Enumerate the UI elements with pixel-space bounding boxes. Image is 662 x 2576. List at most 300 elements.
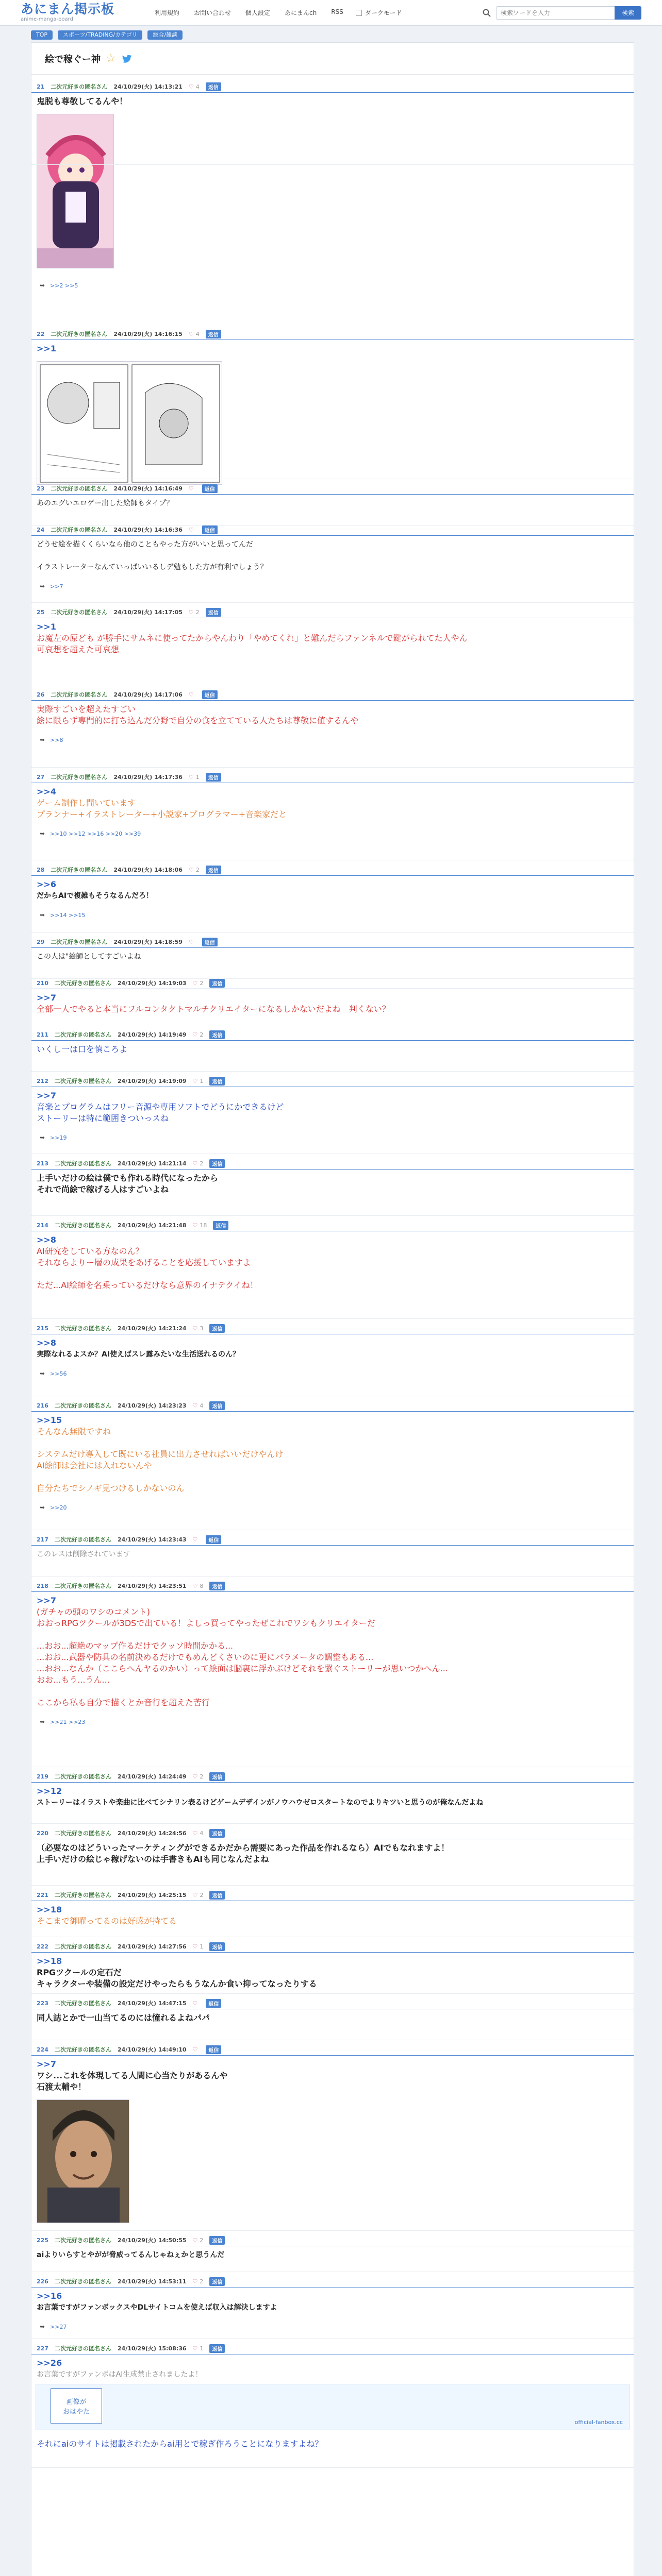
post-header bbox=[31, 1219, 634, 1231]
reply-badge[interactable]: 返信 bbox=[209, 1159, 225, 1168]
post-divider bbox=[31, 2230, 634, 2231]
poster-name: 二次元好きの匿名さん bbox=[51, 331, 108, 337]
poster-name: 二次元好きの匿名さん bbox=[54, 2237, 111, 2244]
nav-rss[interactable]: RSS bbox=[331, 8, 343, 15]
heart-icon[interactable]: ♡ bbox=[188, 330, 194, 337]
poster-name: 二次元好きの匿名さん bbox=[51, 609, 108, 616]
like-count: 4 bbox=[200, 1402, 204, 1409]
reply-arrow-icon: ➥ bbox=[40, 583, 45, 590]
post-number[interactable]: 213 bbox=[37, 1160, 48, 1167]
like-count: 4 bbox=[195, 83, 200, 90]
heart-icon[interactable]: ♡ bbox=[188, 773, 194, 781]
post-number[interactable]: 21 bbox=[37, 83, 45, 90]
dark-mode-checkbox[interactable] bbox=[356, 10, 362, 16]
post-number[interactable]: 218 bbox=[37, 1582, 48, 1589]
post-date: 24/10/29(火) 14:17:06 bbox=[113, 691, 183, 698]
post-header bbox=[31, 1941, 634, 1952]
post-header bbox=[31, 2343, 634, 2354]
post-text-line: システムだけ導入して既にいる社員に出力させればいいだけやんけ bbox=[37, 1449, 284, 1459]
reply-badge[interactable]: 返信 bbox=[209, 1077, 225, 1086]
post-replies bbox=[40, 1718, 85, 1725]
like-count: 2 bbox=[200, 979, 204, 987]
post-body bbox=[31, 1953, 634, 1990]
post-header bbox=[31, 328, 634, 340]
post-header bbox=[31, 864, 634, 875]
post-body bbox=[31, 2009, 634, 2024]
like-count: 2 bbox=[200, 2236, 204, 2244]
post-header bbox=[31, 1997, 634, 2009]
poster-name: 二次元好きの匿名さん bbox=[51, 83, 108, 90]
post-header bbox=[31, 81, 634, 92]
heart-icon[interactable]: ♡ bbox=[192, 2345, 198, 2352]
reply-anchor-link[interactable]: >>1 bbox=[37, 344, 56, 353]
post-number[interactable]: 221 bbox=[37, 1891, 48, 1899]
post-number[interactable]: 225 bbox=[37, 2236, 48, 2244]
post-header bbox=[31, 936, 634, 947]
nav-contact[interactable]: お問い合わせ bbox=[194, 9, 231, 16]
post-number[interactable]: 25 bbox=[37, 608, 45, 616]
reply-anchor-link[interactable]: >>7 bbox=[37, 1091, 56, 1100]
post-date: 24/10/29(火) 14:13:21 bbox=[113, 83, 183, 90]
reply-anchor-link[interactable]: >>18 bbox=[37, 1956, 62, 1966]
post-text-line: それで尚絵で稼げる人はすごいよね bbox=[37, 1184, 169, 1194]
breadcrumb bbox=[0, 26, 662, 41]
reply-anchor-link[interactable]: >>16 bbox=[37, 2291, 62, 2301]
post-number[interactable]: 216 bbox=[37, 1402, 48, 1409]
post-text-line: それにaiのサイトは掲載されたからai用とで稼ぎ作ろうことになりますよね？ bbox=[37, 2439, 323, 2449]
post-body bbox=[31, 1412, 634, 1494]
post-divider bbox=[31, 932, 634, 933]
post-text-line: どうせ絵を描くくらいなら他のこともやった方がいいと思ってんだ bbox=[37, 540, 253, 549]
reply-badge[interactable]: 返信 bbox=[206, 330, 221, 338]
advertisement-banner[interactable] bbox=[36, 2384, 630, 2430]
dark-mode-toggle[interactable] bbox=[356, 8, 402, 17]
post-body bbox=[31, 1231, 634, 1291]
post-replies bbox=[40, 830, 141, 837]
reply-anchor-link[interactable]: >>6 bbox=[37, 879, 56, 889]
post-text-line: 鬼脱も尊敬してるんや！ bbox=[37, 96, 128, 106]
reply-badge[interactable]: 返信 bbox=[209, 1891, 225, 1900]
post-number[interactable]: 27 bbox=[37, 773, 45, 781]
reply-links[interactable]: >>56 bbox=[50, 1370, 67, 1377]
reply-anchor-link[interactable]: >>8 bbox=[37, 1235, 56, 1245]
post-date: 24/10/29(火) 14:25:15 bbox=[117, 1892, 187, 1899]
post-header bbox=[31, 2276, 634, 2287]
reply-anchor-link[interactable]: >>4 bbox=[37, 787, 56, 796]
post bbox=[31, 2276, 634, 2343]
reply-anchor-link[interactable]: >>7 bbox=[37, 1596, 56, 1605]
post bbox=[31, 483, 634, 529]
search-input[interactable] bbox=[496, 6, 615, 20]
reply-badge[interactable]: 返信 bbox=[206, 608, 221, 617]
post bbox=[31, 1771, 634, 1827]
post bbox=[31, 2234, 634, 2276]
post-date: 24/10/29(火) 14:24:49 bbox=[117, 1773, 187, 1780]
post-number[interactable]: 226 bbox=[37, 2278, 48, 2285]
post-text-line: だからAIで複雑もそうなるんだろ！ bbox=[37, 892, 154, 900]
post-text-line: 同人誌とかで一山当てるのには憧れるよねパパ bbox=[37, 2013, 210, 2023]
reply-badge[interactable]: 返信 bbox=[202, 938, 218, 946]
post bbox=[31, 936, 634, 982]
reply-badge[interactable]: 返信 bbox=[209, 1942, 225, 1951]
post-text-line: 実際すごいを超えたすごい bbox=[37, 704, 136, 714]
heart-icon[interactable]: ♡ bbox=[192, 1582, 198, 1589]
post-text-line: AI研究をしている方なのん？ bbox=[37, 1246, 144, 1256]
post-date: 24/10/29(火) 14:53:11 bbox=[117, 2278, 187, 2285]
top-bar bbox=[0, 0, 662, 26]
reply-arrow-icon: ➥ bbox=[40, 1718, 45, 1725]
post-header bbox=[31, 1158, 634, 1169]
nav-terms[interactable]: 利用規約 bbox=[155, 9, 180, 16]
reply-links[interactable]: >>19 bbox=[50, 1134, 67, 1141]
reply-badge[interactable]: 返信 bbox=[209, 2236, 225, 2245]
post-body bbox=[31, 783, 634, 820]
post bbox=[31, 2044, 634, 2234]
reply-badge[interactable]: 返信 bbox=[209, 1772, 225, 1781]
reply-badge[interactable]: 返信 bbox=[209, 1401, 225, 1410]
post-replies bbox=[40, 911, 85, 919]
reply-links[interactable]: >>8 bbox=[50, 736, 63, 743]
post-body bbox=[31, 1170, 634, 1195]
post bbox=[31, 1158, 634, 1219]
heart-icon[interactable]: ♡ bbox=[192, 2278, 198, 2285]
heart-icon[interactable]: ♡ bbox=[192, 1999, 198, 2007]
post bbox=[31, 1997, 634, 2044]
nav-animanch[interactable]: あにまんch bbox=[285, 9, 317, 16]
post-number[interactable]: 220 bbox=[37, 1829, 48, 1837]
poster-name: 二次元好きの匿名さん bbox=[54, 980, 111, 987]
heart-icon[interactable]: ♡ bbox=[192, 1031, 198, 1038]
poster-name: 二次元好きの匿名さん bbox=[54, 1892, 111, 1899]
heart-icon[interactable]: ♡ bbox=[192, 2236, 198, 2244]
post-date: 24/10/29(火) 14:47:15 bbox=[117, 2000, 187, 2007]
reply-anchor-link[interactable]: >>12 bbox=[37, 1786, 62, 1796]
post-divider bbox=[31, 1215, 634, 1216]
reply-anchor-link[interactable]: >>15 bbox=[37, 1415, 62, 1425]
post-number[interactable]: 215 bbox=[37, 1325, 48, 1332]
heart-icon[interactable]: ♡ bbox=[192, 1325, 198, 1332]
anime-illustration-image[interactable] bbox=[37, 114, 114, 268]
post-date: 24/10/29(火) 14:16:36 bbox=[113, 527, 183, 533]
post bbox=[31, 689, 634, 771]
post-divider bbox=[31, 164, 634, 165]
post-number[interactable]: 223 bbox=[37, 1999, 48, 2007]
post-date: 24/10/29(火) 14:21:14 bbox=[117, 1160, 187, 1167]
heart-icon[interactable]: ♡ bbox=[192, 1077, 198, 1084]
post-body bbox=[31, 1783, 634, 1808]
search-icon bbox=[481, 7, 493, 19]
post-divider bbox=[31, 1993, 634, 1994]
ad-brand[interactable]: official-fanbox.cc bbox=[574, 2419, 623, 2426]
heart-icon[interactable]: ♡ bbox=[192, 1943, 198, 1950]
post-divider bbox=[31, 1823, 634, 1824]
post-text-line bbox=[37, 1629, 634, 1640]
post bbox=[31, 771, 634, 864]
reply-links[interactable]: >>2 >>5 bbox=[50, 282, 78, 289]
post-divider bbox=[31, 602, 634, 603]
post-header bbox=[31, 1029, 634, 1040]
heart-icon[interactable]: ♡ bbox=[188, 608, 194, 616]
poster-name: 二次元好きの匿名さん bbox=[54, 1031, 111, 1038]
breadcrumb-board[interactable]: 総合/雑談 bbox=[147, 30, 183, 40]
post-text-line: このレスは削除されています bbox=[37, 1550, 130, 1558]
poster-name: 二次元好きの匿名さん bbox=[51, 527, 108, 533]
post-text-line: いくし一は口を慎ころよ bbox=[37, 1044, 128, 1054]
post-body bbox=[31, 1592, 634, 1708]
reply-anchor-link[interactable]: >>26 bbox=[37, 2358, 62, 2368]
like-count: 4 bbox=[200, 1829, 204, 1837]
post bbox=[31, 864, 634, 936]
reply-badge[interactable]: 返信 bbox=[206, 1535, 221, 1544]
post-number[interactable]: 26 bbox=[37, 691, 45, 698]
post bbox=[31, 524, 634, 606]
post-replies bbox=[40, 1134, 67, 1141]
reply-anchor-link[interactable]: >>1 bbox=[37, 622, 56, 632]
heart-icon[interactable]: ♡ bbox=[188, 938, 194, 945]
post-body bbox=[31, 1839, 634, 1865]
ad-image-placeholder[interactable]: 画像が おはやた bbox=[51, 2388, 102, 2424]
logo-main[interactable]: あにまん掲示板 bbox=[21, 2, 115, 16]
search-bar bbox=[481, 6, 641, 20]
heart-icon[interactable]: ♡ bbox=[192, 979, 198, 987]
reply-badge[interactable]: 返信 bbox=[209, 1324, 225, 1333]
breadcrumb-category[interactable]: スポーツ/TRADING/カテゴリ bbox=[58, 30, 142, 40]
post-number[interactable]: 22 bbox=[37, 330, 45, 337]
like-count: 2 bbox=[200, 1031, 204, 1038]
post-body bbox=[31, 1546, 634, 1560]
post-body bbox=[31, 340, 634, 354]
post-text-line: イラストレーターなんていっぱいいるしデ勉もした方が有利でしょう？ bbox=[37, 563, 268, 571]
post-body bbox=[31, 948, 634, 962]
post-replies bbox=[40, 736, 63, 743]
reply-links[interactable]: >>10 >>12 >>16 >>20 >>39 bbox=[50, 830, 141, 837]
heart-icon[interactable]: ♡ bbox=[192, 1536, 198, 1543]
favorite-star-icon[interactable]: ☆ bbox=[106, 52, 116, 65]
post-text-line: aiよりいらすとやがが脅威ってるんじゃねぇかと思うんだ bbox=[37, 2251, 225, 2259]
like-count: 2 bbox=[200, 1773, 204, 1780]
poster-name: 二次元好きの匿名さん bbox=[54, 1325, 111, 1332]
site-logo[interactable] bbox=[21, 3, 124, 23]
reply-badge[interactable]: 返信 bbox=[206, 866, 221, 874]
post-number[interactable]: 222 bbox=[37, 1943, 48, 1950]
post-date: 24/10/29(火) 14:23:43 bbox=[117, 1536, 187, 1543]
post-number[interactable]: 217 bbox=[37, 1536, 48, 1543]
post-header bbox=[31, 606, 634, 618]
reply-links[interactable]: >>7 bbox=[50, 583, 63, 590]
poster-name: 二次元好きの匿名さん bbox=[51, 867, 108, 873]
post bbox=[31, 1827, 634, 1889]
post-text-line: ワシ...これを体現してる人間に心当たりがあるんや bbox=[37, 2071, 228, 2080]
poster-name: 二次元好きの匿名さん bbox=[54, 1583, 111, 1589]
post-number[interactable]: 29 bbox=[37, 938, 45, 945]
post-date: 24/10/29(火) 14:19:09 bbox=[117, 1078, 187, 1084]
like-count: 4 bbox=[195, 330, 200, 337]
reply-anchor-link[interactable]: >>8 bbox=[37, 1338, 56, 1348]
post-date: 24/10/29(火) 14:17:36 bbox=[113, 774, 183, 781]
twitter-share-icon[interactable] bbox=[121, 53, 133, 64]
post-body bbox=[31, 701, 634, 726]
post-text-line bbox=[37, 1686, 634, 1697]
post bbox=[31, 1323, 634, 1400]
nav-menu bbox=[155, 8, 343, 17]
post-body bbox=[31, 1087, 634, 1124]
post-replies bbox=[40, 2323, 67, 2330]
reply-badge[interactable]: 返信 bbox=[213, 1221, 228, 1230]
post-text-line: あのエグいエロゲー出した絵師もタイプ？ bbox=[37, 499, 174, 507]
nav-settings[interactable]: 個人設定 bbox=[245, 9, 271, 16]
heart-icon[interactable]: ♡ bbox=[192, 1829, 198, 1837]
reply-links[interactable]: >>27 bbox=[50, 2323, 67, 2330]
post-text-line: この人は"絵師としてすごいよね bbox=[37, 953, 141, 961]
post-divider bbox=[31, 767, 634, 768]
reply-links[interactable]: >>14 >>15 bbox=[50, 911, 86, 919]
post-body bbox=[31, 2246, 634, 2261]
reply-badge[interactable]: 返信 bbox=[209, 979, 225, 988]
post-divider bbox=[31, 1071, 634, 1072]
post-text-line bbox=[37, 550, 634, 562]
post-text-line: 上手いだけの絵は僕でも作れる時代になったから bbox=[37, 1173, 219, 1183]
like-count: 18 bbox=[200, 1222, 207, 1229]
post-date: 24/10/29(火) 14:19:03 bbox=[117, 980, 187, 987]
post-text-line: (ガチャの頭のワシのコメント) bbox=[37, 1607, 151, 1617]
poster-name: 二次元好きの匿名さん bbox=[54, 1943, 111, 1950]
post bbox=[31, 1941, 634, 1997]
heart-icon[interactable]: ♡ bbox=[192, 1773, 198, 1780]
like-count: 1 bbox=[200, 2345, 204, 2352]
reply-arrow-icon: ➥ bbox=[40, 1504, 45, 1511]
post-replies bbox=[40, 583, 63, 590]
reply-badge[interactable]: 返信 bbox=[206, 82, 221, 91]
post-number[interactable]: 24 bbox=[37, 526, 45, 533]
heart-icon[interactable]: ♡ bbox=[192, 1891, 198, 1899]
post-header bbox=[31, 977, 634, 989]
post-body bbox=[31, 989, 634, 1015]
post-header bbox=[31, 1580, 634, 1591]
post-text-line: ...おお...なんか（ここらへんヤるのかい）って絵面は脳裏に浮かぶけどそれを繋ぐストーリーが思いつかへん... bbox=[37, 1664, 448, 1673]
reply-arrow-icon: ➥ bbox=[40, 1370, 45, 1377]
reply-links[interactable]: >>21 >>23 bbox=[50, 1718, 86, 1725]
post-text-line: 音楽とプログラムはフリー音源や専用ソフトでどうにかできるけど bbox=[37, 1102, 284, 1112]
post-date: 24/10/29(火) 14:50:55 bbox=[117, 2237, 187, 2244]
post-text-line: RPGツクールの定石だ bbox=[37, 1968, 122, 1977]
poster-name: 二次元好きの匿名さん bbox=[54, 1773, 111, 1780]
reply-anchor-link[interactable]: >>7 bbox=[37, 993, 56, 1003]
heart-icon[interactable]: ♡ bbox=[188, 526, 194, 533]
post-date: 24/10/29(火) 15:08:36 bbox=[117, 2345, 187, 2352]
reply-badge[interactable]: 返信 bbox=[206, 773, 221, 782]
reply-badge[interactable]: 返信 bbox=[202, 484, 218, 493]
post-replies bbox=[40, 282, 78, 289]
post bbox=[31, 1219, 634, 1323]
post-text-line: ...おお...武器や防具の名前決めるだけでもめんどくさいのに更にパラメータの調整もある... bbox=[37, 1652, 374, 1662]
post-text-line: 石渡太輔や！ bbox=[37, 2082, 87, 2092]
post-header bbox=[31, 524, 634, 535]
heart-icon[interactable]: ♡ bbox=[188, 866, 194, 873]
post-text-line: おおっRPGツクールが3DSで出ている！よしっ買ってやったぜこれでワシもクリエイターだ bbox=[37, 1618, 376, 1628]
like-count: 3 bbox=[200, 1325, 204, 1332]
post-body bbox=[31, 1334, 634, 1360]
post-number[interactable]: 28 bbox=[37, 866, 45, 873]
search-button[interactable]: 検索 bbox=[615, 6, 641, 20]
post-text-line: 全部一人でやると本当にフルコンタクトマルチクリエイターになるしかないだよね 判くない？ bbox=[37, 1004, 390, 1014]
dark-mode-label: ダークモード bbox=[365, 9, 402, 16]
poster-name: 二次元好きの匿名さん bbox=[54, 2046, 111, 2053]
reply-anchor-link[interactable]: >>18 bbox=[37, 1905, 62, 1914]
heart-icon[interactable]: ♡ bbox=[192, 1160, 198, 1167]
post-text-line: 自分たちでシノギ見つけるしかないのん bbox=[37, 1483, 185, 1493]
heart-icon[interactable]: ♡ bbox=[192, 1222, 198, 1229]
post-header bbox=[31, 1075, 634, 1087]
post-number[interactable]: 212 bbox=[37, 1077, 48, 1084]
reply-arrow-icon: ➥ bbox=[40, 911, 45, 919]
post-number[interactable]: 211 bbox=[37, 1031, 48, 1038]
portrait-photo-image[interactable] bbox=[37, 2099, 129, 2223]
post-header bbox=[31, 1323, 634, 1334]
thread-container bbox=[31, 42, 634, 2576]
reply-anchor-link[interactable]: >>7 bbox=[37, 2059, 56, 2069]
breadcrumb-top[interactable]: TOP bbox=[31, 30, 53, 40]
post-number[interactable]: 219 bbox=[37, 1773, 48, 1780]
reply-badge[interactable]: 返信 bbox=[209, 1030, 225, 1039]
post-text-line: （必要なのはどういったマーケティングができるかだから需要にあった作品を作れるなら）AIでもなれますよ！ bbox=[37, 1843, 450, 1853]
heart-icon[interactable]: ♡ bbox=[188, 83, 194, 90]
post-header bbox=[31, 1771, 634, 1782]
reply-badge[interactable]: 返信 bbox=[209, 2344, 225, 2353]
post-date: 24/10/29(火) 14:21:48 bbox=[117, 1222, 187, 1229]
post bbox=[31, 1400, 634, 1534]
logo-sub: anime-manga-board bbox=[21, 16, 73, 22]
reply-badge[interactable]: 返信 bbox=[209, 1829, 225, 1838]
post-replies bbox=[40, 1370, 67, 1377]
poster-name: 二次元好きの匿名さん bbox=[54, 1222, 111, 1229]
post-divider bbox=[31, 1318, 634, 1319]
reply-badge[interactable]: 返信 bbox=[202, 690, 218, 699]
reply-badge[interactable]: 返信 bbox=[209, 1582, 225, 1590]
manga-panel-image[interactable] bbox=[37, 361, 222, 485]
poster-name: 二次元好きの匿名さん bbox=[54, 2000, 111, 2007]
post-header bbox=[31, 1889, 634, 1901]
reply-arrow-icon: ➥ bbox=[40, 1134, 45, 1141]
poster-name: 二次元好きの匿名さん bbox=[54, 2278, 111, 2285]
post-number[interactable]: 227 bbox=[37, 2345, 48, 2352]
post bbox=[31, 1029, 634, 1075]
post bbox=[31, 1534, 634, 1580]
post-text-line: ...おお...超絶のマップ作るだけでクッソ時間かかる... bbox=[37, 1641, 234, 1651]
post-body bbox=[31, 2287, 634, 2313]
reply-links[interactable]: >>20 bbox=[50, 1504, 67, 1511]
post-text-line: お言葉ですがファンボはAI生成禁止されましたよ！ bbox=[37, 2370, 203, 2379]
post bbox=[31, 328, 634, 483]
reply-badge[interactable]: 返信 bbox=[202, 526, 218, 534]
post-number[interactable]: 23 bbox=[37, 485, 45, 492]
heart-icon[interactable]: ♡ bbox=[188, 485, 194, 492]
post-text-line bbox=[37, 1268, 634, 1280]
reply-badge[interactable]: 返信 bbox=[206, 2045, 221, 2054]
post bbox=[31, 1075, 634, 1158]
post-date: 24/10/29(火) 14:27:56 bbox=[117, 1943, 187, 1950]
heart-icon[interactable]: ♡ bbox=[192, 1402, 198, 1409]
heart-icon[interactable]: ♡ bbox=[192, 2046, 198, 2053]
heart-icon[interactable]: ♡ bbox=[188, 691, 194, 698]
reply-badge[interactable]: 返信 bbox=[206, 1999, 221, 2008]
post-divider bbox=[31, 2338, 634, 2339]
post-number[interactable]: 214 bbox=[37, 1222, 48, 1229]
like-count: 1 bbox=[200, 1943, 204, 1950]
post-number[interactable]: 210 bbox=[37, 979, 48, 987]
reply-badge[interactable]: 返信 bbox=[209, 2277, 225, 2286]
post-number[interactable]: 224 bbox=[37, 2046, 48, 2053]
post-text-line: おお...もう...うん... bbox=[37, 1675, 110, 1685]
